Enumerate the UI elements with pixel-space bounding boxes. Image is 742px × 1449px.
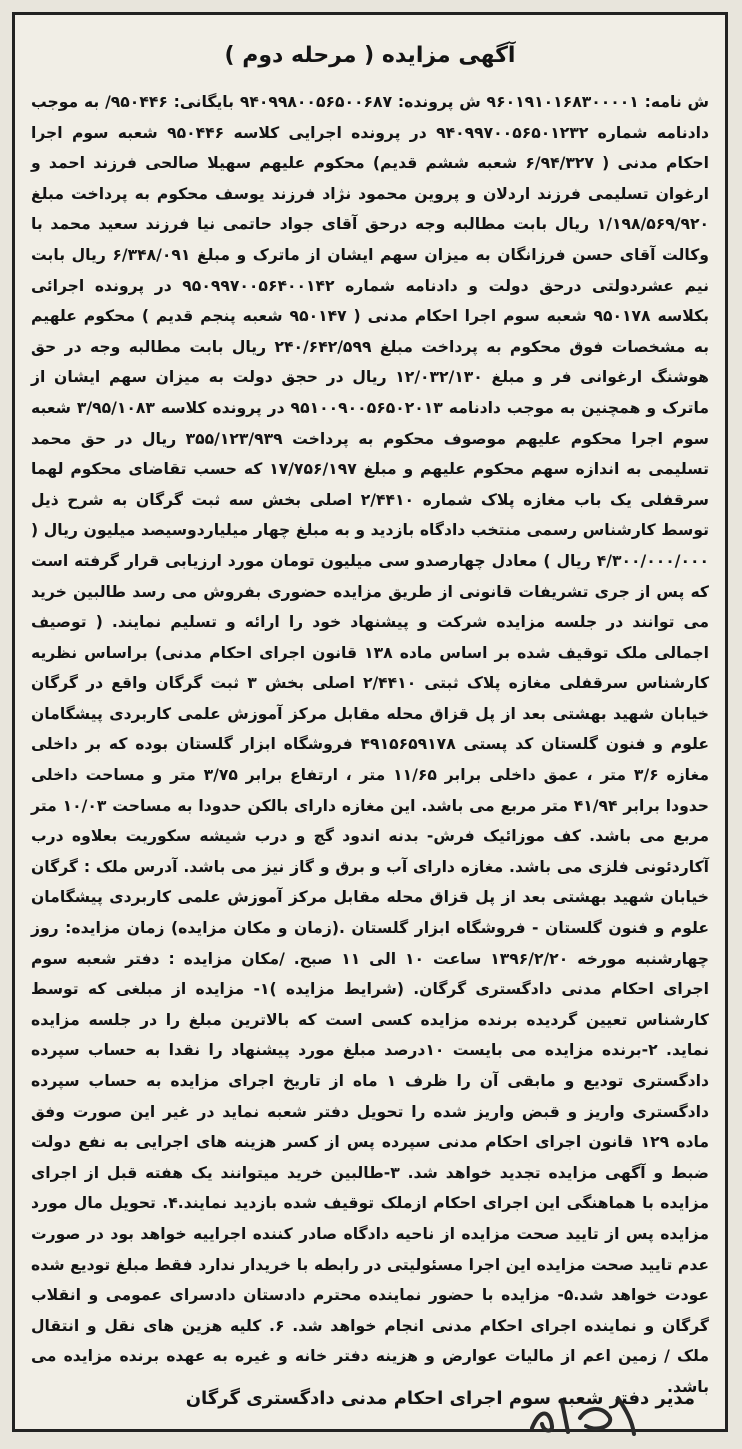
notice-title: آگهی مزایده ( مرحله دوم ) [224,43,516,68]
signature-line: مدیر دفتر شعبه سوم اجرای احکام مدنی دادگستری گرگان [185,1388,695,1409]
auction-notice [12,12,728,1432]
handwritten-number-mark [522,1388,642,1438]
notice-body: ش نامه: ۹۶۰۱۹۱۰۱۶۸۳۰۰۰۰۱ ش پرونده: ۹۴۰۹۹۸۰۰۵۶۵۰۰۶۸۷ بایگانی: ۹۵۰۴۴۶/ به موجب دادنامه شماره ۹۴۰۹۹۷۰۰۵۶۵۰۱۲۳۲ در پرونده اجرایی کلاسه ۹۵۰۴۴۶ شعبه سوم اجرا احکام مدنی ( ۶/۹۴/۳۲۷ شعبه ششم قدیم) محکوم علیهم سهیلا صالحی فرزند احمد و ارغوان تسلیمی فرزند اردلان و پروین محمود نژاد فرزند یوسف محکوم به پرداخت مبلغ ۱/۱۹۸/۵۶۹/۹۲۰ ریال بابت مطالبه وجه درحق آقای جواد حاتمی نیا فرزند سعید محمد با وکالت آقای حسن فرزانگان به میزان سهم ایشان از ماترک و مبلغ ۶/۳۴۸/۰۹۱ ریال بابت نیم عشردولتی درحق دولت و دادنامه شماره ۹۵۰۹۹۷۰۰۵۶۴۰۰۱۴۲ در پرونده اجرائی بکلاسه ۹۵۰۱۷۸ شعبه سوم اجرا احکام مدنی ( ۹۵۰۱۴۷ شعبه پنجم قدیم ) محکوم علهیم به مشخصات فوق محکوم به پرداخت مبلغ ۲۴۰/۶۴۲/۵۹۹ ریال بابت مطالبه وجه در حق هوشنگ ارغوانی فر و مبلغ ۱۲/۰۳۲/۱۳۰ ریال در حجق دولت به میزان سهم ایشان از ماترک و همچنین به موجب دادنامه ۹۵۱۰۰۹۰۰۵۶۵۰۲۰۱۳ در پرونده کلاسه ۳/۹۵/۱۰۸۳ شعبه سوم اجرا محکوم علیهم موصوف محکوم به پرداخت ۳۵۵/۱۲۳/۹۳۹ ریال در حق محمد تسلیمی به اندازه سهم محکوم علیهم و مبلغ ۱۷/۷۵۶/۱۹۷ که حسب تقاضای محکوم لهما سرقفلی یک باب مغازه پلاک شماره ۲/۴۴۱۰ اصلی بخش سه ثبت گرگان به شرح ذیل توسط کارشناس رسمی منتخب دادگاه بازدید و به مبلغ چهار میلیاردوسیصد میلیون ریال ( ۴/۳۰۰/۰۰۰/۰۰۰ ریال ) معادل چهارصدو سی میلیون تومان مورد ارزیابی قرار گرفته است که پس از جری تشریفات قانونی از طریق مزایده حضوری بفروش می رسد طالبین خرید می توانند در جلسه مزایده شرکت و پیشنهاد خود را ارائه و تسلیم نمایند. ( توصیف اجمالی ملک توقیف شده بر اساس ماده ۱۳۸ قانون اجرای احکام مدنی) براساس نظریه کارشناس سرقفلی مغازه پلاک ثبتی ۲/۴۴۱۰ اصلی بخش ۳ ثبت گرگان واقع در گرگان خیابان شهید بهشتی بعد از پل قزاق محله مقابل مرکز آموزش علمی کاربردی پیشگامان علوم و فنون گلستان کد پستی ۴۹۱۵۶۵۹۱۷۸ فروشگاه ابزار گلستان بوده که بر داخلی مغازه ۳/۶ متر ، عمق داخلی برابر ۱۱/۶۵ متر ، ارتفاع برابر ۳/۷۵ متر و مساحت داخلی حدودا برابر ۴۱/۹۴ متر مربع می باشد. این مغازه دارای بالکن حدودا به مساحت ۱۰/۰۳ متر مربع می باشد. کف موزائیک فرش- بدنه اندود گچ و درب شیشه سکوریت بعلاوه درب آکاردئونی فلزی می باشد. مغازه دارای آب و برق و گاز نیز می باشد. آدرس ملک : گرگان خیابان شهید بهشتی بعد از پل قزاق محله مقابل مرکز آموزش علمی کاربردی پیشگامان علوم و فنون گلستان - فروشگاه ابزار گلستان .(زمان و مکان مزایده) زمان مزایده: روز چهارشنبه مورخه ۱۳۹۶/۲/۲۰ ساعت ۱۰ الی ۱۱ صبح. /مکان مزایده : دفتر شعبه سوم اجرای احکام مدنی دادگستری گرگان. (شرایط مزایده )۱- مزایده از مبلغی که توسط کارشناس تعیین گردیده برنده مزایده کسی است که بالاترین مبلغ را در جلسه مزایده نماید. ۲-برنده مزایده می بایست ۱۰درصد مبلغ مورد پیشنهاد را نقدا به حساب سپرده دادگستری تودیع و مابقی آن را ظرف ۱ ماه از تاریخ اجرای مزایده به حساب سپرده دادگستری واریز و قبض واریز شده را تحویل دفتر شعبه نماید در غیر این صورت وفق ماده ۱۲۹ قانون اجرای احکام مدنی سپرده پس از کسر هزینه های اجرایی به نفع دولت ضبط و آگهی مزایده تجدید خواهد شد. ۳-طالبین خرید میتوانند یک هفته قبل از اجرای مزایده با هماهنگی این اجرای احکام ازملک توقیف شده بازدید نمایند.۴. تحویل مال مورد مزایده پس از تایید صحت مزایده از ناحیه دادگاه صادر کننده اجراییه خواهد بود در صورت عدم تایید صحت مزایده این اجرا مسئولیتی در رابطه با خریدار ندارد فقط مبلغ تودیع شده عودت خواهد شد.۵- مزایده با حضور نماینده محترم دادستان دادسرای عمومی و انقلاب گرگان و نماینده اجرای احکام مدنی انجام خواهد شد. ۶. کلیه هزین های نقل و انتقال ملک / زمین اعم از مالیات عوارض و هزینه دفتر خانه و غیره به عهده برنده مزایده می باشد. [31,93,710,1396]
